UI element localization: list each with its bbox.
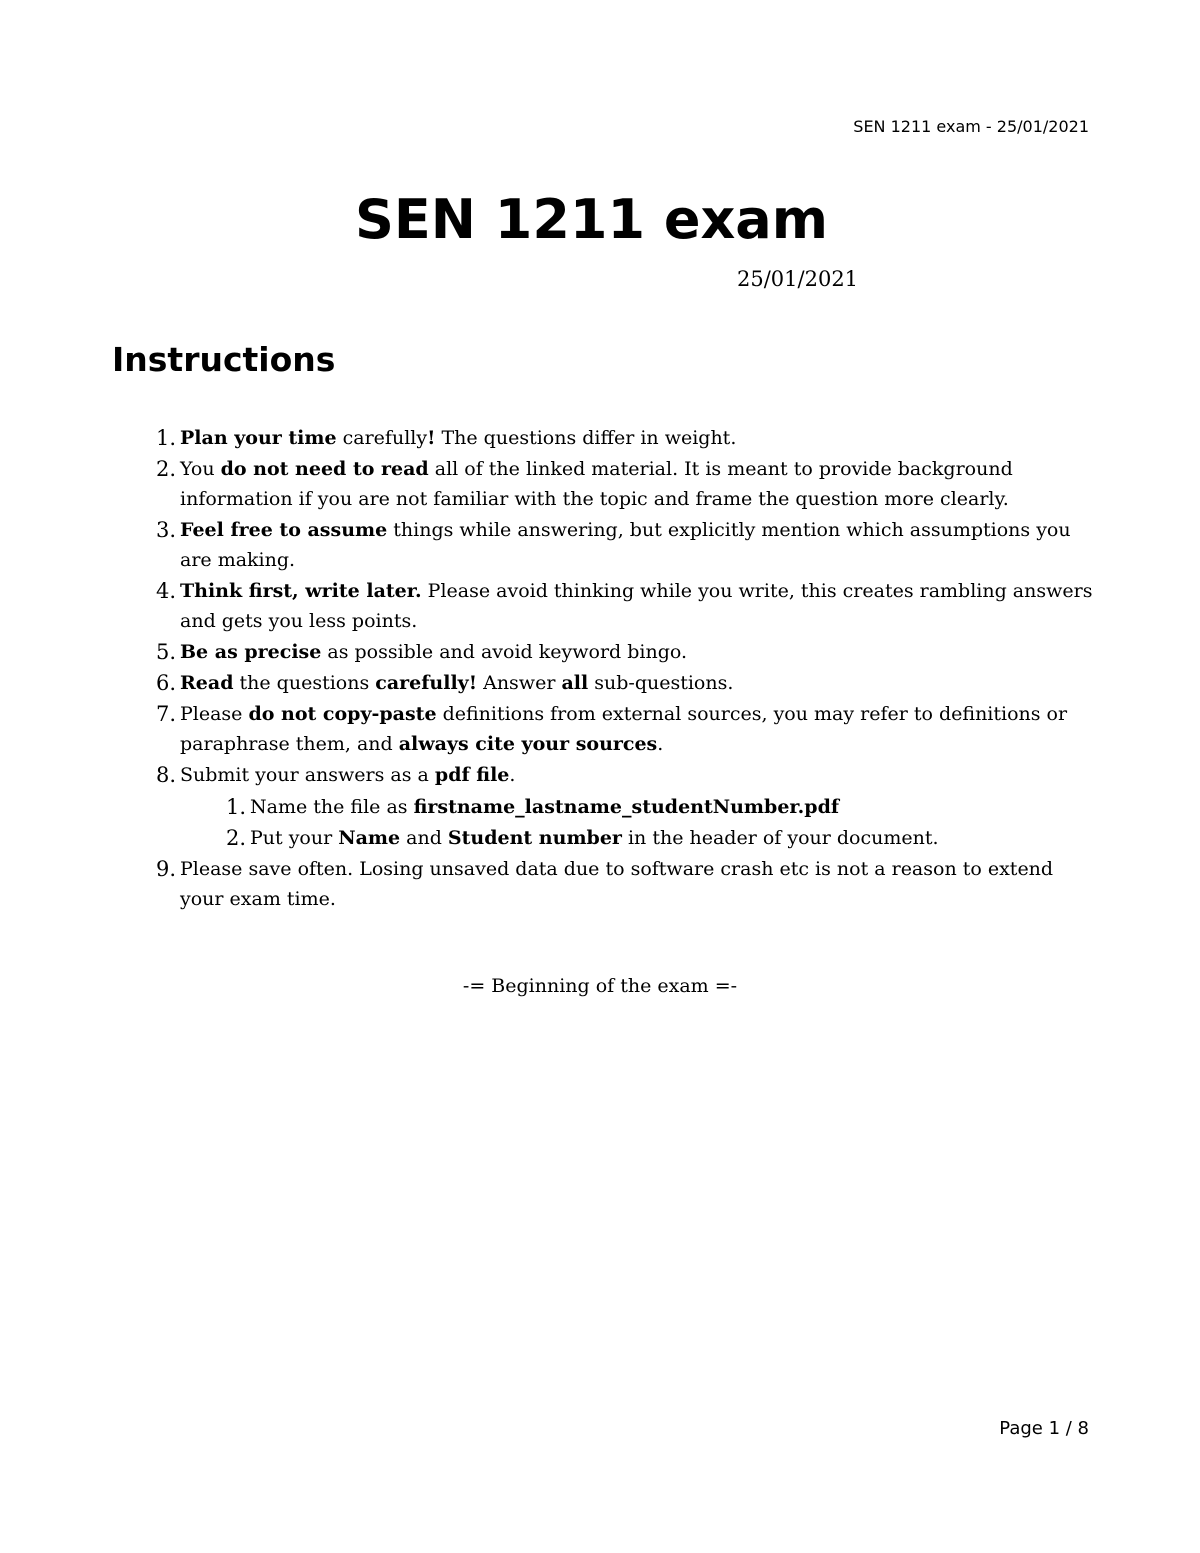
emphasis-text: Read bbox=[180, 672, 234, 694]
instruction-sub-list bbox=[180, 792, 1102, 853]
instruction-sub-item bbox=[180, 792, 1102, 822]
emphasis-text: Feel free to assume bbox=[180, 519, 388, 541]
body-text: . bbox=[657, 733, 664, 755]
emphasis-text: Be as precise bbox=[180, 641, 322, 663]
instruction-sub-item bbox=[180, 823, 1102, 853]
body-text: Put your bbox=[250, 827, 339, 849]
emphasis-text: always cite your sources bbox=[398, 733, 658, 755]
body-text: Answer bbox=[477, 672, 562, 694]
document-date: 25/01/2021 bbox=[737, 267, 859, 291]
list-item-number: 3. bbox=[155, 518, 176, 542]
list-item-text bbox=[180, 764, 515, 786]
emphasis-text: do not need to read bbox=[220, 458, 429, 480]
emphasis-text: do not copy-paste bbox=[248, 703, 437, 725]
list-item-number: 1. bbox=[155, 426, 176, 450]
instruction-item bbox=[112, 854, 1102, 914]
emphasis-text: firstname_lastname_studentNumber.pdf bbox=[413, 796, 840, 818]
body-text: Name the file as bbox=[250, 796, 414, 818]
body-text: all of the linked material. It is meant to provide background information if you are not familiar with the topic and frame the question more clearly. bbox=[180, 458, 1013, 510]
list-item-text bbox=[180, 641, 687, 663]
section-title-instructions: Instructions bbox=[112, 340, 336, 379]
body-text: . bbox=[509, 764, 516, 786]
list-item-text bbox=[180, 858, 1053, 910]
list-item-number: 2. bbox=[225, 826, 246, 850]
body-text: and bbox=[400, 827, 448, 849]
body-text: Please bbox=[180, 703, 249, 725]
list-item-text bbox=[180, 703, 1067, 755]
body-text: things while answering, but explicitly mention which assumptions you are making. bbox=[180, 519, 1071, 571]
emphasis-text: carefully! bbox=[375, 672, 478, 694]
emphasis-text: Plan your time bbox=[180, 427, 337, 449]
body-text: as possible and avoid keyword bingo. bbox=[321, 641, 688, 663]
list-item-number: 1. bbox=[225, 795, 246, 819]
instruction-item bbox=[112, 423, 1102, 453]
list-item-number: 2. bbox=[155, 457, 176, 481]
body-text: Submit your answers as a bbox=[180, 764, 435, 786]
list-item-text bbox=[250, 827, 939, 849]
list-item-text bbox=[250, 796, 839, 818]
body-text: You bbox=[180, 458, 221, 480]
instruction-item bbox=[112, 760, 1102, 853]
list-item-number: 6. bbox=[155, 671, 176, 695]
emphasis-text: Student number bbox=[447, 827, 622, 849]
body-text: carefully bbox=[336, 427, 428, 449]
emphasis-text: ! bbox=[427, 427, 436, 449]
body-text: Please avoid thinking while you write, this creates rambling answers and gets you less points. bbox=[180, 580, 1093, 632]
document-title: SEN 1211 exam bbox=[354, 188, 829, 251]
instruction-item bbox=[112, 454, 1102, 514]
list-item-number: 7. bbox=[155, 702, 176, 726]
emphasis-text: all bbox=[561, 672, 589, 694]
list-item-number: 9. bbox=[155, 857, 176, 881]
body-text: Please save often. Losing unsaved data due to software crash etc is not a reason to extend your exam time. bbox=[180, 858, 1054, 910]
body-text: in the header of your document. bbox=[621, 827, 939, 849]
list-item-text bbox=[180, 458, 1013, 510]
list-item-text bbox=[180, 519, 1071, 571]
list-item-text bbox=[180, 580, 1092, 632]
exam-begin-marker: -= Beginning of the exam =- bbox=[462, 975, 738, 997]
body-text: definitions from external sources, you may refer to definitions or paraphrase them, and bbox=[180, 703, 1068, 755]
body-text: sub-questions. bbox=[588, 672, 734, 694]
list-item-number: 8. bbox=[155, 763, 176, 787]
list-item-number: 5. bbox=[155, 640, 176, 664]
list-item-text bbox=[180, 672, 733, 694]
instruction-item bbox=[112, 637, 1102, 667]
emphasis-text: Name bbox=[338, 827, 401, 849]
body-text: The questions differ in weight. bbox=[435, 427, 737, 449]
instruction-item bbox=[112, 668, 1102, 698]
instruction-item bbox=[112, 576, 1102, 636]
page-number: Page 1 / 8 bbox=[999, 1418, 1089, 1439]
list-item-text bbox=[180, 427, 736, 449]
instructions-list bbox=[112, 423, 1102, 915]
body-text: the questions bbox=[233, 672, 376, 694]
instruction-item bbox=[112, 699, 1102, 759]
instruction-item bbox=[112, 515, 1102, 575]
emphasis-text: Think first, write later. bbox=[180, 580, 422, 602]
emphasis-text: pdf file bbox=[434, 764, 510, 786]
running-header: SEN 1211 exam - 25/01/2021 bbox=[853, 117, 1089, 136]
list-item-number: 4. bbox=[155, 579, 176, 603]
